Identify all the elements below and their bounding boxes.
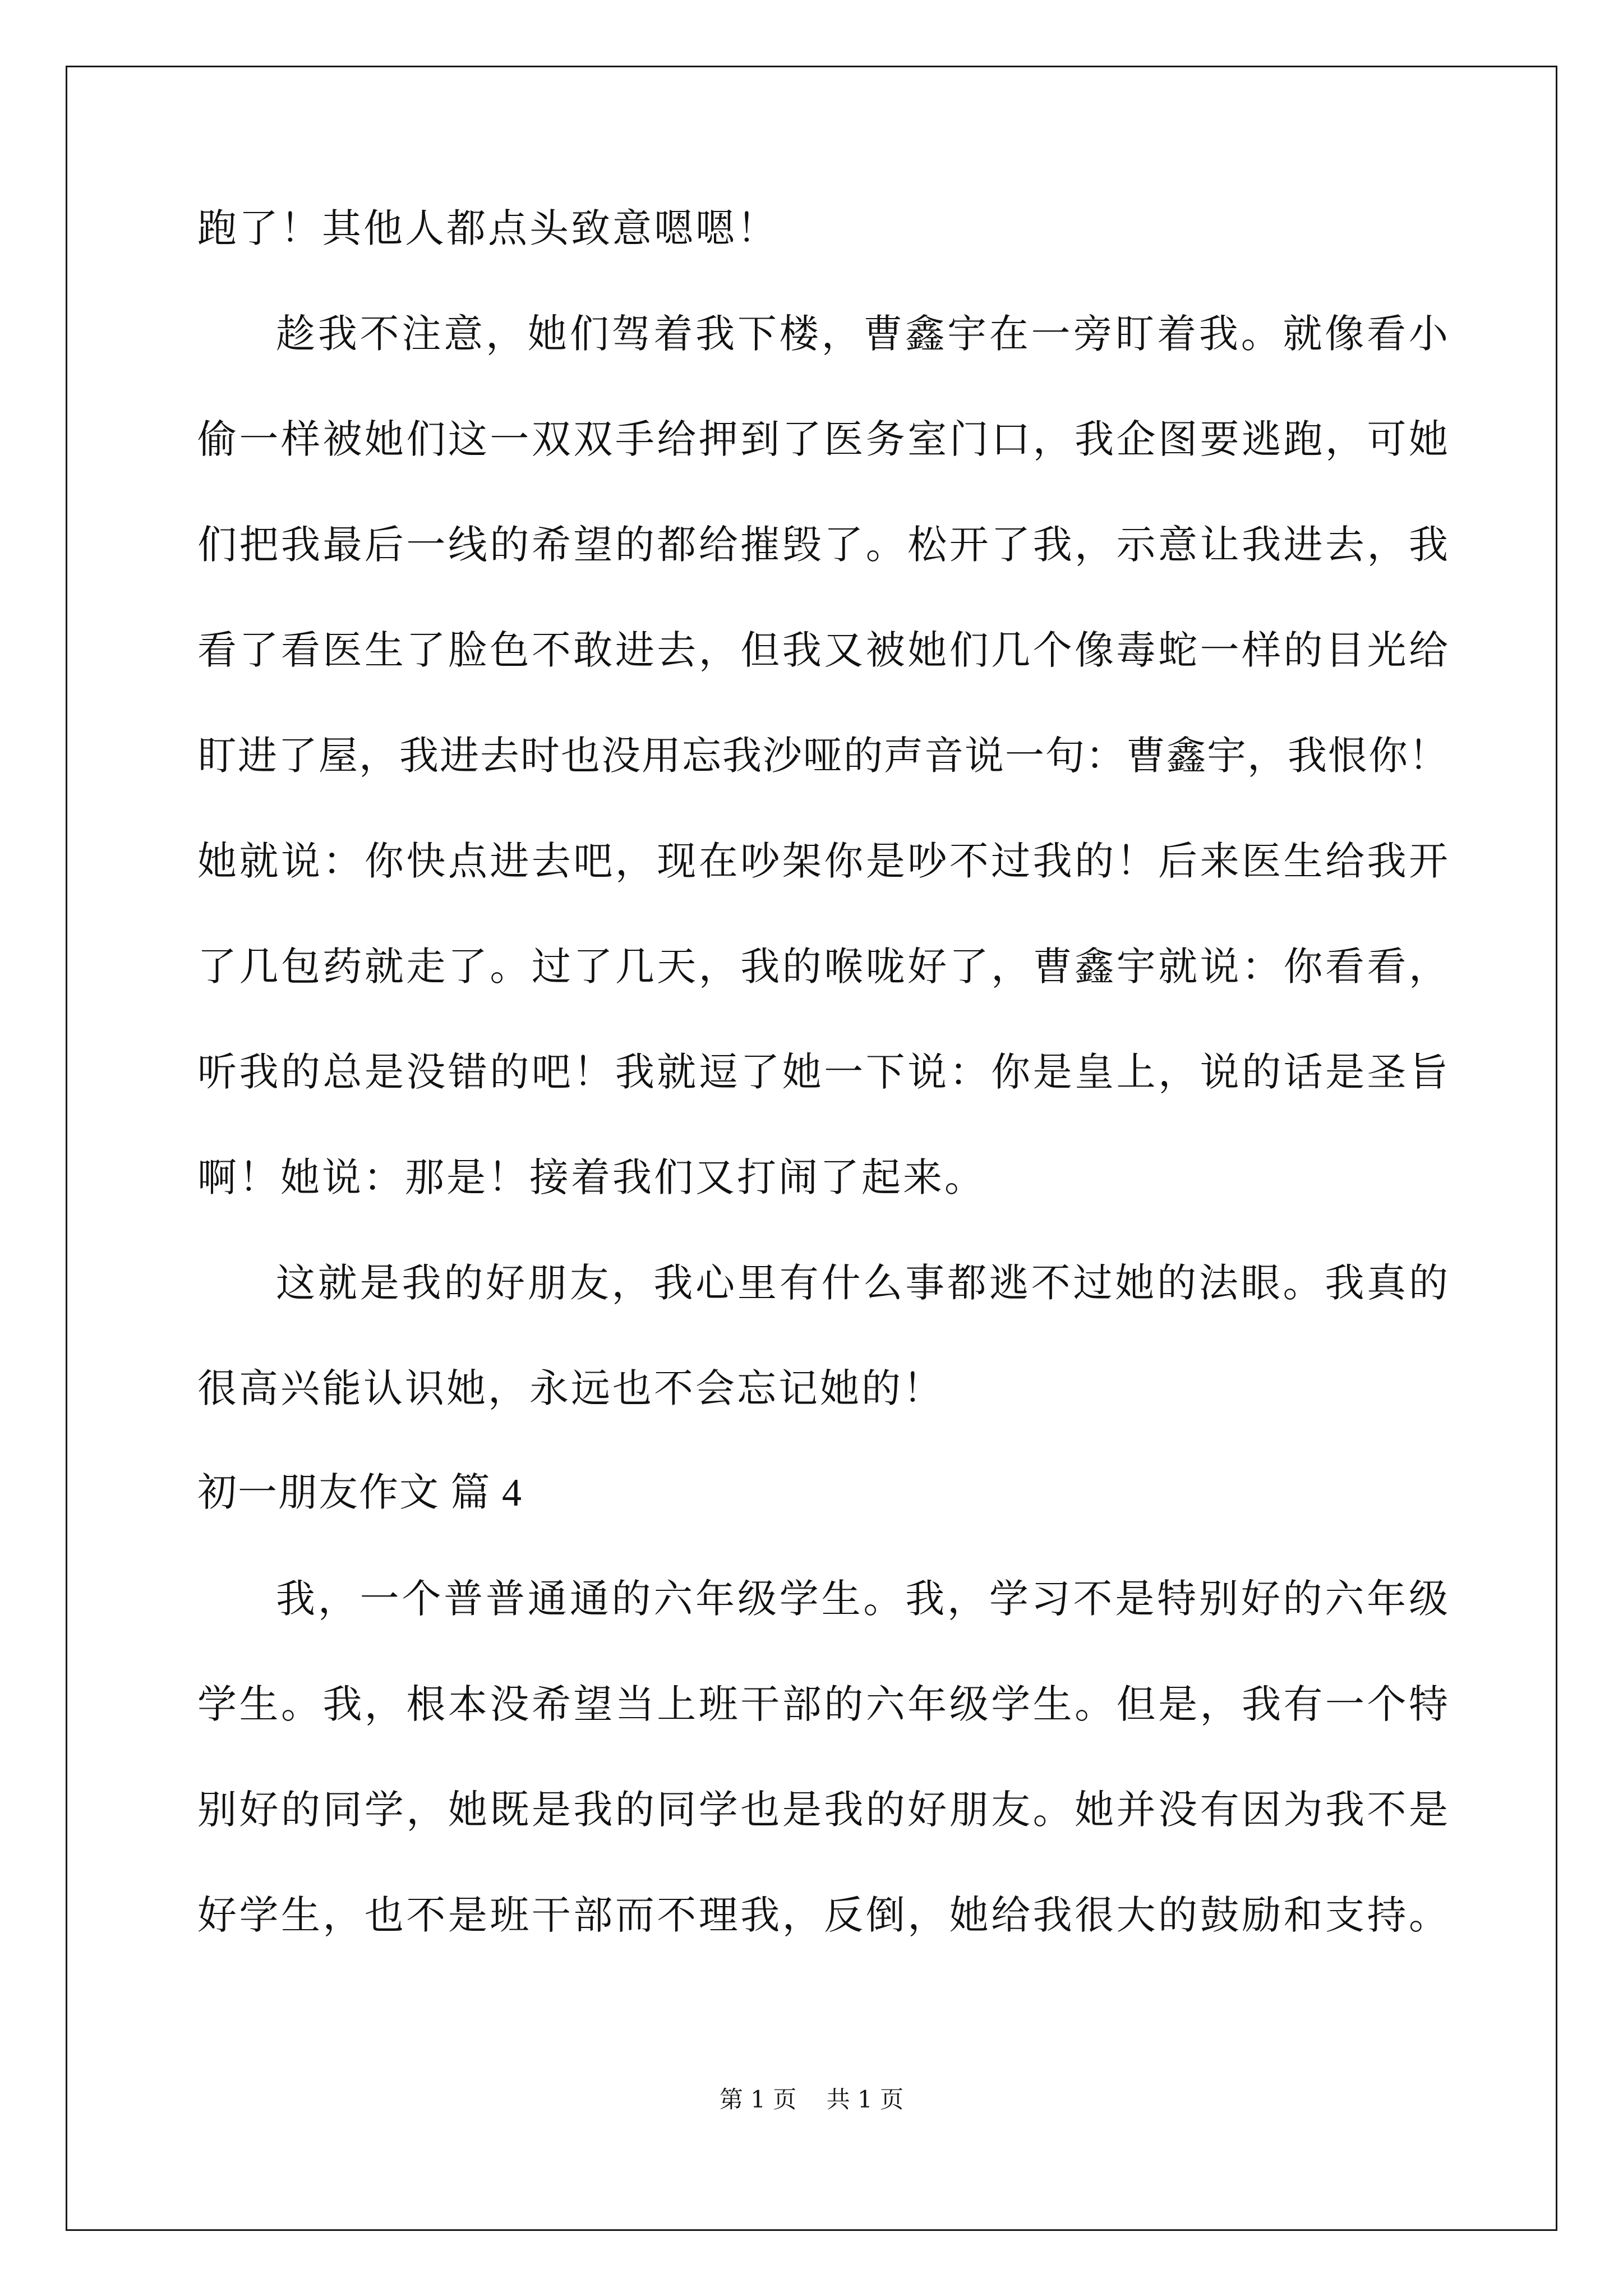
text-line: 别好的同学，她既是我的同学也是我的好朋友。她并没有因为我不是: [197, 1787, 1448, 1833]
text-line: 趁我不注意，她们驾着我下楼，曹鑫宇在一旁盯着我。就像看小: [276, 311, 1448, 357]
text-line: 这就是我的好朋友，我心里有什么事都逃不过她的法眼。我真的: [276, 1260, 1448, 1306]
text-line: 我，一个普普通通的六年级学生。我，学习不是特别好的六年级: [276, 1576, 1448, 1622]
text-line: 们把我最后一线的希望的都给摧毁了。松开了我，示意让我进去，我: [197, 522, 1448, 568]
text-line: 她就说：你快点进去吧，现在吵架你是吵不过我的！后来医生给我开: [197, 838, 1448, 884]
text-line: 盯进了屋，我进去时也没用忘我沙哑的声音说一句：曹鑫宇，我恨你！: [197, 733, 1448, 779]
text-line: 很高兴能认识她，永远也不会忘记她的！: [197, 1365, 944, 1411]
text-line: 跑了！其他人都点头致意嗯嗯！: [197, 205, 778, 251]
section-heading: 初一朋友作文 篇 4: [197, 1471, 523, 1515]
text-line: 啊！她说：那是！接着我们又打闹了起来。: [197, 1154, 986, 1200]
text-line: 听我的总是没错的吧！我就逗了她一下说：你是皇上，说的话是圣旨: [197, 1049, 1448, 1095]
page-number: 第 1 页 共 1 页: [719, 2086, 904, 2113]
text-line: 好学生，也不是班干部而不理我，反倒，她给我很大的鼓励和支持。: [197, 1892, 1448, 1938]
text-line: 了几包药就走了。过了几天，我的喉咙好了，曹鑫宇就说：你看看，: [197, 944, 1448, 990]
text-line: 学生。我，根本没希望当上班干部的六年级学生。但是，我有一个特: [197, 1681, 1448, 1727]
text-line: 偷一样被她们这一双双手给押到了医务室门口，我企图要逃跑，可她: [197, 416, 1448, 462]
text-line: 看了看医生了脸色不敢进去，但我又被她们几个像毒蛇一样的目光给: [197, 627, 1448, 673]
